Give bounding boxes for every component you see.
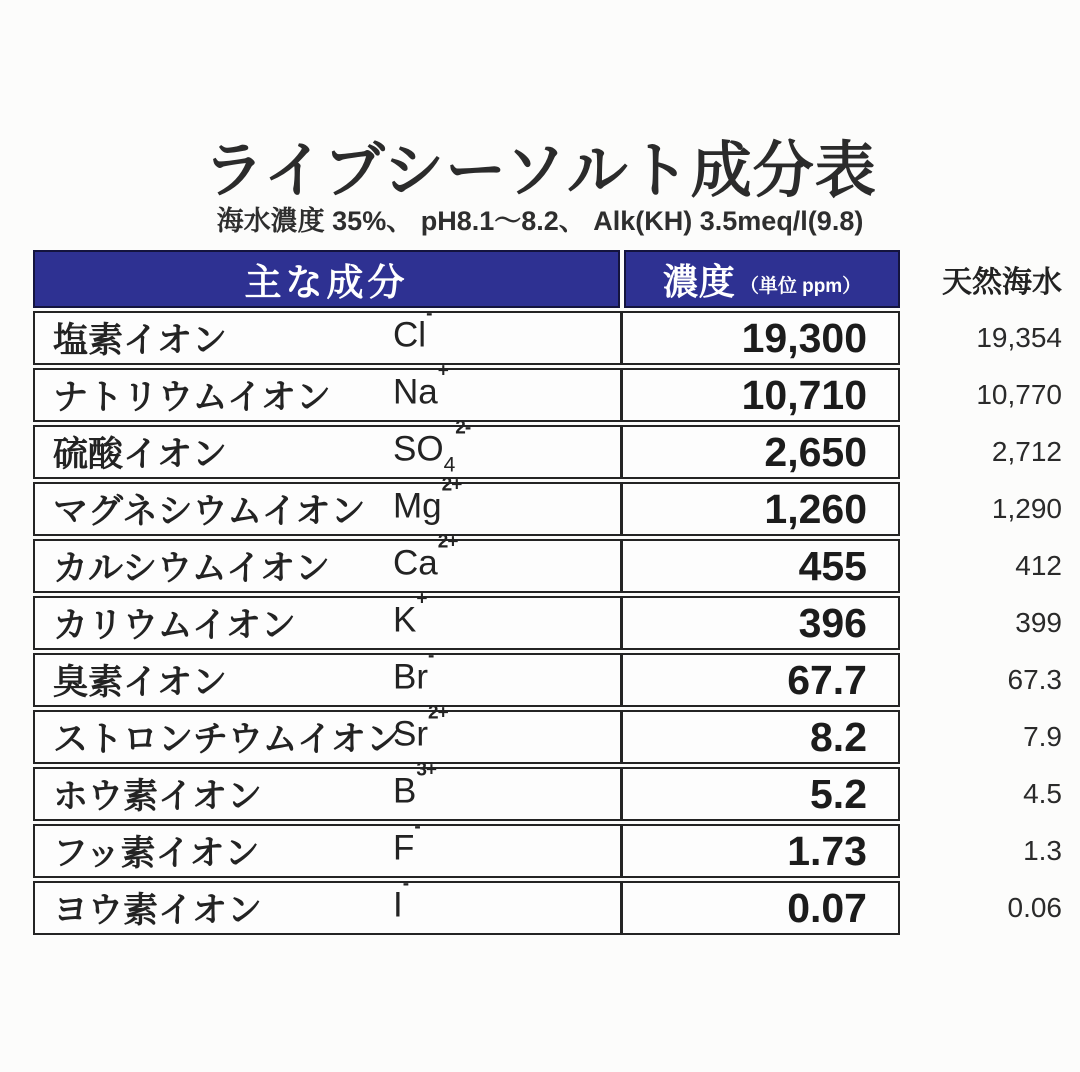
natural-seawater-value: 412 [1015, 550, 1062, 581]
header-concentration-unit: （単位 ppm） [739, 275, 862, 297]
ion-name-jp: フッ素イオン [53, 834, 260, 873]
ion-formula: K+ [393, 588, 427, 640]
ion-formula: Cl- [393, 303, 432, 355]
concentration-value: 1,260 [620, 484, 898, 534]
header-concentration [624, 250, 900, 308]
table-row [33, 588, 1062, 650]
header-concentration-label: 濃度 [662, 260, 735, 302]
table-row [33, 474, 1062, 536]
natural-seawater-value: 1,290 [991, 493, 1062, 524]
ion-name-jp: 臭素イオン [53, 663, 227, 702]
ion-name-jp: 塩素イオン [53, 321, 227, 360]
table-row [33, 531, 1062, 593]
ion-formula: Na+ [393, 360, 448, 412]
natural-seawater-value: 2,712 [991, 436, 1062, 467]
concentration-value: 19,300 [620, 313, 898, 363]
ion-formula: Br- [393, 645, 434, 697]
natural-seawater-value: 1.3 [1023, 835, 1062, 866]
ion-name-jp: ヨウ素イオン [53, 891, 262, 930]
natural-seawater-value: 67.3 [1007, 664, 1062, 695]
concentration-value: 8.2 [620, 712, 898, 762]
ion-name-jp: マグネシウムイオン [53, 492, 366, 531]
natural-seawater-value: 7.9 [1023, 721, 1062, 752]
concentration-value: 455 [620, 541, 898, 591]
concentration-value: 5.2 [620, 769, 898, 819]
natural-seawater-value: 4.5 [1023, 778, 1062, 809]
table-row [33, 303, 1062, 365]
natural-seawater-value: 0.06 [1007, 892, 1062, 923]
table-row [33, 645, 1062, 707]
header-natural-seawater: 天然海水 [942, 266, 1062, 299]
header-main-component: 主な成分 [33, 250, 620, 308]
table-row [33, 360, 1062, 422]
concentration-value: 1.73 [620, 826, 898, 876]
table-row [33, 759, 1062, 821]
ion-formula: F- [393, 816, 420, 868]
ion-formula: $B^{3+}$ [393, 759, 437, 811]
page-title: ライブシーソルト成分表 [203, 136, 877, 204]
composition-table [33, 250, 1062, 935]
ion-formula: I- [393, 873, 409, 925]
concentration-value: 67.7 [620, 655, 898, 705]
ion-name-jp: ホウ素イオン [53, 777, 262, 816]
natural-seawater-value: 19,354 [976, 322, 1062, 353]
ion-name-jp: カルシウムイオン [53, 549, 331, 588]
table-row [33, 417, 1062, 479]
ion-formula: $Ca^{2+}$ [393, 531, 458, 583]
natural-seawater-value: 10,770 [976, 379, 1062, 410]
concentration-value: 2,650 [620, 427, 898, 477]
ion-formula: $Mg^{2+}$ [393, 474, 462, 526]
concentration-value: 396 [620, 598, 898, 648]
concentration-value: 10,710 [620, 370, 898, 420]
table-row [33, 873, 1062, 935]
table-row [33, 702, 1062, 764]
ion-name-jp: ストロンチウムイオン [53, 720, 401, 759]
ion-name-jp: カリウムイオン [53, 606, 296, 645]
table-header-row [33, 250, 1062, 308]
table-row [33, 816, 1062, 878]
page-subtitle: 海水濃度 35%、 pH8.1〜8.2、 Alk(KH) 3.5meq/l(9.8) [216, 206, 864, 236]
natural-seawater-value: 399 [1015, 607, 1062, 638]
concentration-value: 0.07 [620, 883, 898, 933]
ion-formula: $Sr^{2+}$ [393, 702, 448, 754]
ion-name-jp: 硫酸イオン [53, 435, 227, 474]
ion-name-jp: ナトリウムイオン [53, 378, 331, 417]
ion-formula: $SO_4^{2-}$ [393, 417, 471, 477]
